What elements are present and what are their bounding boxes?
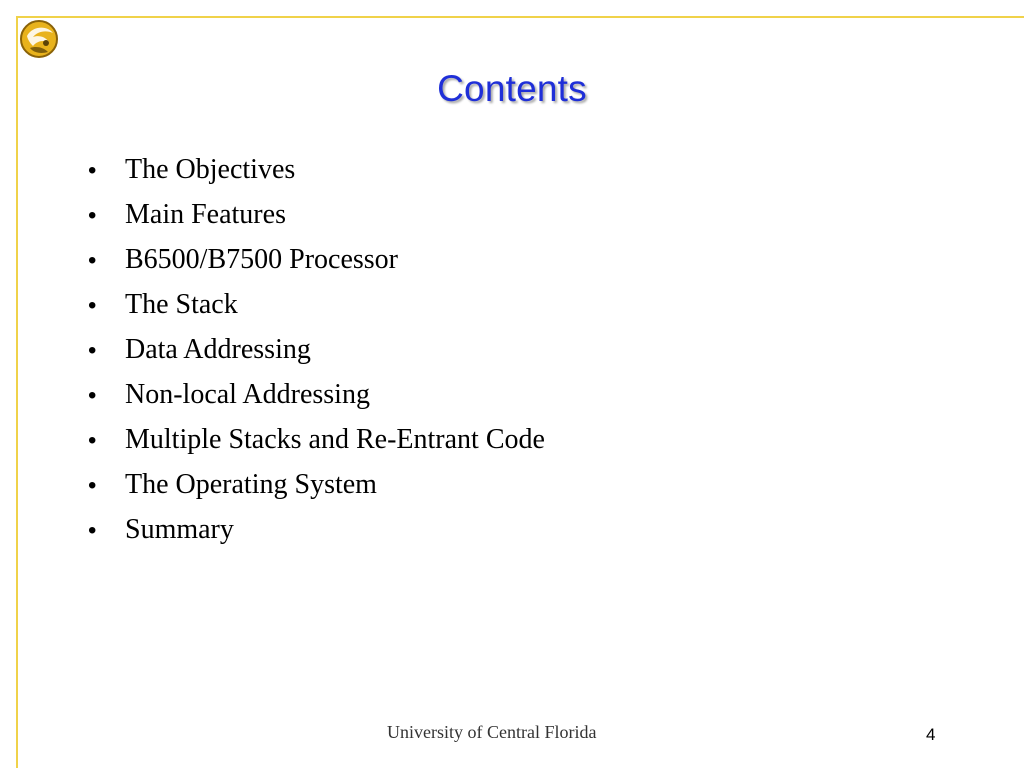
page-number: 4: [926, 725, 936, 744]
slide-border-left: [16, 16, 18, 768]
bullet-marker: •: [88, 382, 97, 409]
list-item-text: B6500/B7500 Processor: [125, 244, 398, 275]
list-item-text: The Operating System: [125, 469, 377, 500]
list-item-text: Main Features: [125, 199, 286, 230]
bullet-marker: •: [88, 517, 97, 544]
pegasus-logo-icon: [18, 18, 60, 60]
list-item-text: Multiple Stacks and Re-Entrant Code: [125, 424, 545, 455]
bullet-marker: •: [88, 337, 97, 364]
footer-university: University of Central Florida: [387, 722, 597, 742]
list-item: [88, 327, 545, 372]
bullet-marker: •: [88, 202, 97, 229]
list-item: [88, 282, 545, 327]
bullet-marker: •: [88, 472, 97, 499]
list-item: [88, 237, 545, 282]
list-item: [88, 147, 545, 192]
contents-list: [88, 147, 545, 552]
list-item-text: The Objectives: [125, 154, 296, 185]
bullet-marker: •: [88, 292, 97, 319]
list-item: [88, 417, 545, 462]
bullet-marker: •: [88, 427, 97, 454]
list-item: [88, 372, 545, 417]
bullet-marker: •: [88, 247, 97, 274]
slide-title: Contents: [437, 68, 587, 109]
list-item-text: Non-local Addressing: [125, 379, 370, 410]
bullet-marker: •: [88, 157, 97, 184]
slide-border-top: [16, 16, 1024, 18]
list-item-text: Summary: [125, 514, 234, 545]
list-item-text: Data Addressing: [125, 334, 311, 365]
list-item-text: The Stack: [125, 289, 238, 320]
list-item: [88, 192, 545, 237]
list-item: [88, 462, 545, 507]
list-item: [88, 507, 545, 552]
